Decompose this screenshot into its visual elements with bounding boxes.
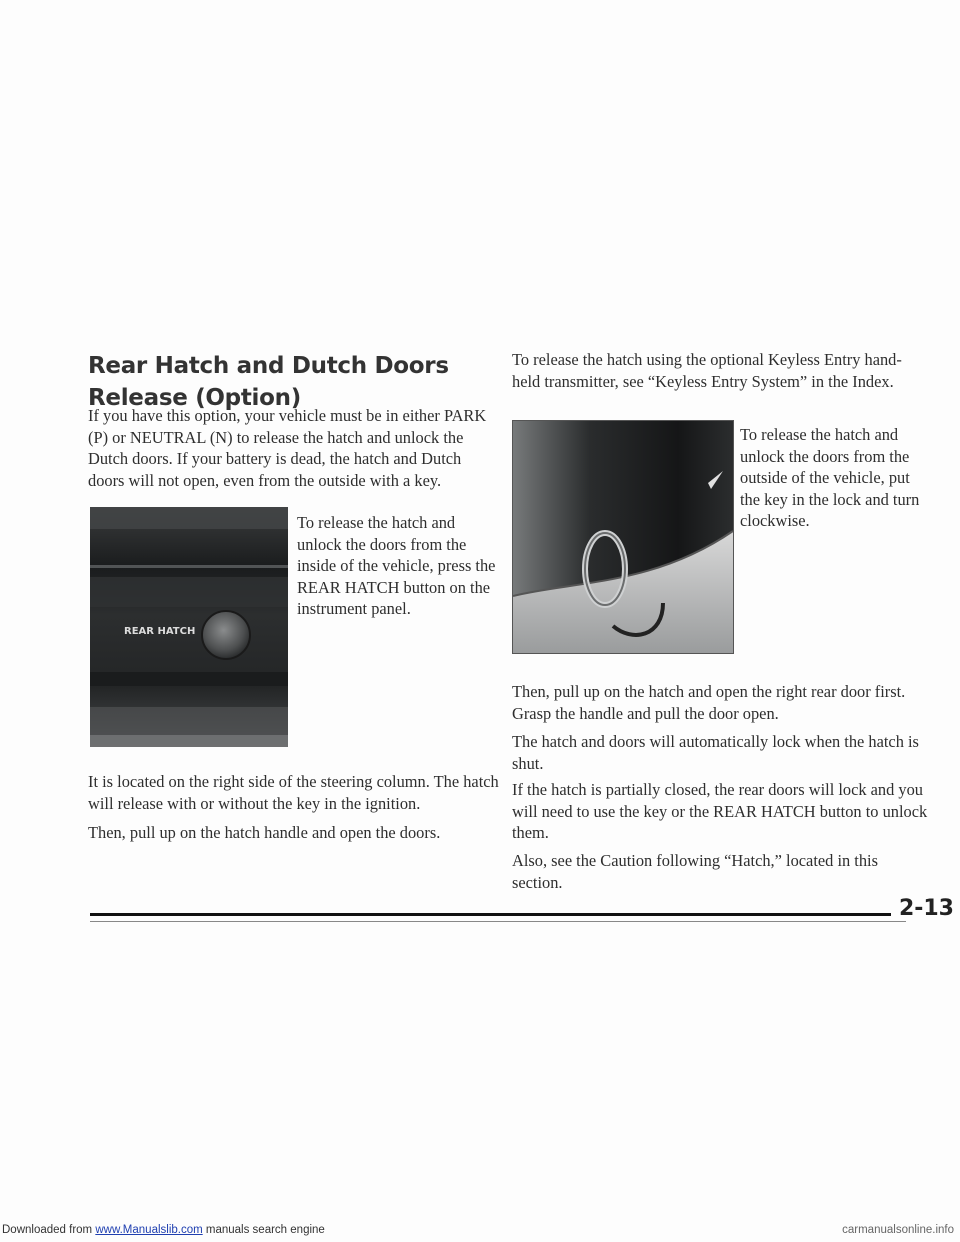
footer-rule-thin <box>90 921 906 922</box>
manualslib-link[interactable]: www.Manualslib.com <box>95 1224 203 1236</box>
intro-paragraph: If you have this option, your vehicle must be in either PARK (P) or NEUTRAL (N) to release the hatch and unlock the Dutch doors. If your battery is dead, the hatch and Dutch doors will not open, even from the outside with a key. <box>88 406 487 490</box>
download-footer <box>2 1224 325 1236</box>
section-heading: Rear Hatch and Dutch Doors Release (Option) <box>88 353 449 411</box>
location-paragraph: It is located on the right side of the steering column. The hatch will release with or without the key in the ignition. <box>88 772 499 813</box>
watermark-text: carmanualsonline.info <box>842 1224 954 1236</box>
footer-rule <box>90 913 906 916</box>
then-paragraph-left: Then, pull up on the hatch handle and open the doors. <box>88 823 441 842</box>
right-photo-caption: To release the hatch and unlock the doors from the outside of the vehicle, put the key in the lock and turn clockwise. <box>740 425 920 530</box>
downloaded-from-text: Downloaded from <box>2 1224 96 1236</box>
caution-paragraph: Also, see the Caution following “Hatch,” located in this section. <box>512 851 878 892</box>
key-in-lock-photo <box>512 420 734 654</box>
page-number: 2-13 <box>891 896 954 921</box>
footer-tagline: manuals search engine <box>202 1224 325 1236</box>
then-paragraph-right: Then, pull up on the hatch and open the right rear door first. Grasp the handle and pull the door open. <box>512 682 906 723</box>
partial-close-paragraph: If the hatch is partially closed, the rear doors will lock and you will need to use the key or the REAR HATCH button to unlock them. <box>512 780 928 842</box>
auto-lock-paragraph: The hatch and doors will automatically lock when the hatch is shut. <box>512 732 919 773</box>
left-photo-caption: To release the hatch and unlock the doors from the inside of the vehicle, press the REAR HATCH button on the instrument panel. <box>297 513 496 618</box>
rear-hatch-button-photo <box>90 507 288 747</box>
rear-hatch-label: REAR HATCH <box>124 626 196 637</box>
keyless-entry-paragraph: To release the hatch using the optional Keyless Entry hand-held transmitter, see “Keyless Entry System” in the Index. <box>512 350 902 391</box>
